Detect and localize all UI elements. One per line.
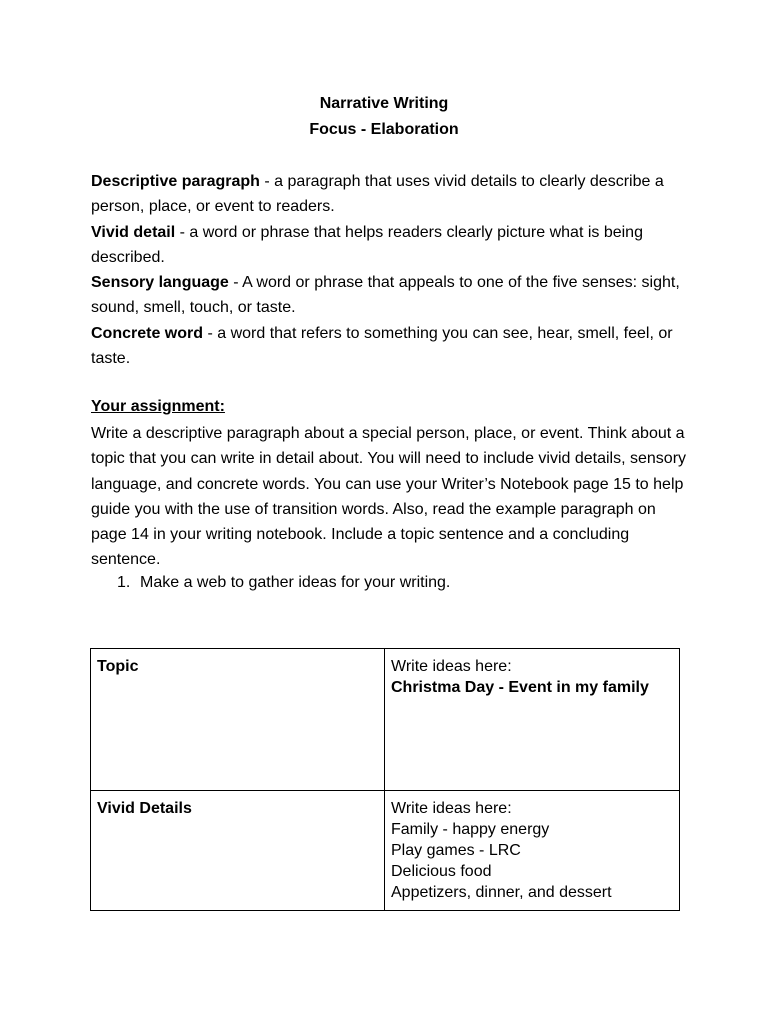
ideas-line: Delicious food: [391, 863, 492, 880]
definition-vivid-detail: [91, 220, 691, 271]
assignment-body: [91, 421, 691, 573]
definition-term: Sensory language: [91, 274, 229, 292]
document-title: Narrative Writing: [319, 95, 449, 112]
idea-web-table: [90, 648, 680, 911]
document-subtitle: Focus - Elaboration: [309, 121, 459, 138]
ideas-line: Play games - LRC: [391, 842, 521, 859]
definition-term: Vivid detail: [91, 223, 176, 241]
table-row: [91, 791, 680, 911]
row-label-cell: [91, 791, 385, 911]
definition-descriptive-paragraph: [91, 169, 691, 220]
table-row: [91, 649, 680, 791]
assignment-text: Write a descriptive paragraph about a special person, place, or event. Think about a topic that you can write in detail about. You will need to include vivid details, sensory language, and concrete words. You can use your Writer’s Notebook page 15 to help guide you with the use of transition words. Also, read the example paragraph on page 14 in your writing notebook. Include a topic sentence and a concluding sentence.: [91, 425, 687, 569]
assignment-heading: Your assignment:: [91, 398, 225, 415]
row-label: Vivid Details: [97, 800, 192, 817]
row-label-cell: [91, 649, 385, 791]
definition-text: - a paragraph that uses vivid details to clearly describe a person, place, or event to readers.: [91, 173, 664, 216]
list-item-number: 1.: [117, 574, 131, 591]
definition-sensory-language: [91, 270, 691, 321]
ideas-prompt: Write ideas here:: [391, 658, 512, 675]
definition-term: Descriptive paragraph: [91, 173, 260, 190]
definition-concrete-word: [91, 321, 691, 372]
definition-text: - a word that refers to something you can see, hear, smell, feel, or taste.: [91, 324, 673, 368]
definition-text: - A word or phrase that appeals to one of the five senses: sight, sound, smell, touch, or taste.: [91, 274, 680, 317]
list-item: [117, 572, 450, 594]
row-label: Topic: [97, 658, 139, 675]
ideas-answer: Christma Day - Event in my family: [391, 679, 649, 696]
list-item-text: Make a web to gather ideas for your writing.: [140, 574, 451, 591]
ideas-prompt: Write ideas here:: [391, 800, 512, 817]
ideas-line: Appetizers, dinner, and dessert: [391, 884, 612, 901]
definition-term: Concrete word: [91, 324, 204, 342]
ideas-line: Family - happy energy: [391, 821, 550, 838]
definition-text: - a word or phrase that helps readers clearly picture what is being described.: [91, 223, 643, 266]
definitions-block: [91, 169, 691, 371]
ideas-cell[interactable]: [385, 649, 680, 791]
ideas-cell[interactable]: [385, 791, 680, 911]
